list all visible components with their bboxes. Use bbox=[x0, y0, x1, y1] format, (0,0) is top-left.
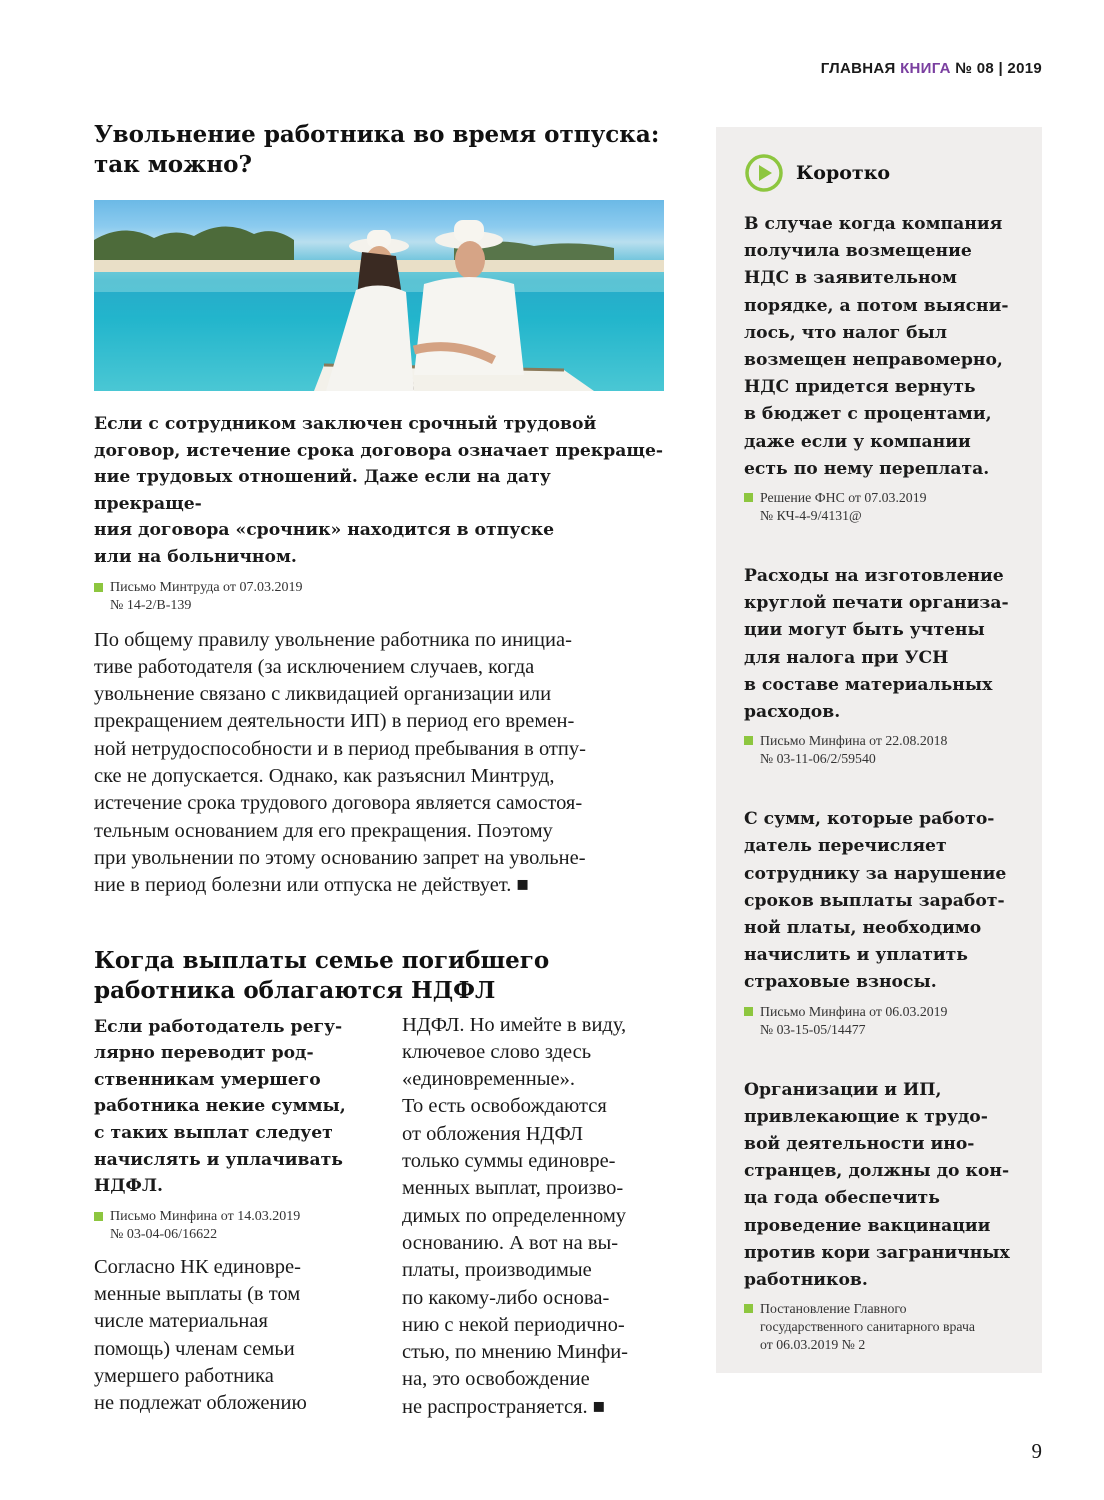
text-line: основанию. А вот на вы- bbox=[402, 1231, 619, 1254]
text-line: лярно переводит род- bbox=[94, 1043, 314, 1064]
article1-title: Увольнение работника во время отпуска: так можно? bbox=[94, 121, 660, 178]
text-line: менные выплаты (в том bbox=[94, 1282, 301, 1305]
source-line: Письмо Минфина от 14.03.2019 bbox=[110, 1208, 301, 1224]
text-line: страховые взносы. bbox=[744, 972, 937, 993]
sidebar-item-text bbox=[744, 806, 1014, 996]
text-line: по какому-либо основа- bbox=[402, 1286, 610, 1309]
text-line: В случае когда компания bbox=[744, 214, 1003, 234]
text-line: ной нетрудоспособности и в период пребывания в отпу- bbox=[94, 737, 586, 760]
text-line: проведение вакцинации bbox=[744, 1215, 991, 1236]
text-line: Если с сотрудником заключен срочный трудовой bbox=[94, 414, 597, 434]
text-line: в составе материальных bbox=[744, 674, 993, 695]
magazine-header bbox=[821, 60, 1042, 77]
article2-column-right bbox=[402, 1008, 664, 1421]
sidebar-item-text bbox=[744, 563, 1014, 726]
source-line: № 03-15-05/14477 bbox=[760, 1021, 866, 1037]
text-line: тиве работодателя (за исключением случаев, когда bbox=[94, 655, 535, 678]
sidebar-item-source bbox=[744, 489, 1014, 525]
text-line: Расходы на изготовление bbox=[744, 566, 1004, 587]
source-line: № 03-11-06/2/59540 bbox=[760, 751, 876, 767]
article2-source bbox=[94, 1208, 356, 1244]
article2-title bbox=[94, 946, 664, 1006]
text-line: По общему правилу увольнение работника по инициа- bbox=[94, 628, 572, 651]
text-line: умершего работника bbox=[94, 1364, 274, 1387]
text-line: нию с некой периодично- bbox=[402, 1313, 625, 1336]
source-line: Решение ФНС от 07.03.2019 bbox=[760, 490, 927, 506]
sidebar-item bbox=[744, 1077, 1014, 1355]
text-line: ца года обеспечить bbox=[744, 1188, 940, 1209]
article2-body-left bbox=[94, 1254, 356, 1418]
text-line: НДС в заявительном bbox=[744, 268, 957, 289]
article2 bbox=[94, 946, 664, 1421]
sidebar-title: Коротко bbox=[796, 162, 891, 184]
sidebar-briefly bbox=[716, 127, 1042, 1373]
text-line: увольнение связано с ликвидацией организации или bbox=[94, 683, 552, 706]
text-line: стью, по мнению Минфи- bbox=[402, 1341, 628, 1364]
text-line: НДФЛ. bbox=[94, 1176, 164, 1197]
text-line: ции могут быть учтены bbox=[744, 620, 985, 641]
text-line: ние трудовых отношений. Даже если на дату прекраще- bbox=[94, 467, 551, 514]
article1-photo-beach-couple bbox=[94, 200, 664, 391]
text-line: или на больничном. bbox=[94, 546, 297, 567]
article1-lead bbox=[94, 411, 664, 571]
text-line: димых по определенному bbox=[402, 1204, 627, 1227]
text-line: НДС придется вернуть bbox=[744, 377, 976, 398]
text-line: ключевое слово здесь bbox=[402, 1040, 592, 1063]
text-line: Организации и ИП, bbox=[744, 1079, 942, 1100]
play-circle-icon bbox=[744, 153, 784, 193]
article2-body-right bbox=[402, 1012, 664, 1421]
text-line: Если работодатель регу- bbox=[94, 1016, 343, 1037]
text-line: даже если у компании bbox=[744, 431, 971, 452]
text-line: круглой печати организа- bbox=[744, 593, 1009, 614]
text-line: С сумм, которые работо- bbox=[744, 809, 995, 830]
text-line: ске не допускается. Однако, как разъяснил Минтруд, bbox=[94, 765, 555, 788]
text-line: договор, истечение срока договора означает прекраще- bbox=[94, 440, 664, 461]
header-issue: № 08 | 2019 bbox=[955, 60, 1042, 77]
text-line: лось, что налог был bbox=[744, 322, 947, 343]
text-line: возмещен неправомерно, bbox=[744, 350, 1003, 371]
text-line: ния договора «срочник» находится в отпуске bbox=[94, 520, 555, 541]
source-line: № 14-2/В-139 bbox=[110, 597, 192, 613]
article2-lead bbox=[94, 1014, 356, 1200]
page-number: 9 bbox=[1031, 1439, 1042, 1463]
text-line: платы, производимые bbox=[402, 1259, 592, 1282]
article2-columns bbox=[94, 1008, 664, 1421]
sidebar-header bbox=[744, 153, 1014, 193]
text-line: вой деятельности ино- bbox=[744, 1134, 975, 1155]
source-line: от 06.03.2019 № 2 bbox=[760, 1337, 866, 1353]
text-line: истечение срока трудового договора является самостоя- bbox=[94, 792, 583, 815]
title-line: работника облагаются НДФЛ bbox=[94, 976, 496, 1004]
text-line: только суммы единовре- bbox=[402, 1150, 616, 1173]
text-line: ние в период болезни или отпуска не действует. ■ bbox=[94, 874, 529, 897]
sidebar-item-text bbox=[744, 211, 1014, 483]
text-line: расходов. bbox=[744, 702, 841, 723]
text-line: датель перечисляет bbox=[744, 836, 947, 857]
text-line: от обложения НДФЛ bbox=[402, 1122, 584, 1145]
text-line: Согласно НК единовре- bbox=[94, 1255, 301, 1278]
text-line: на, это освобождение bbox=[402, 1368, 590, 1391]
text-line: числе материальная bbox=[94, 1310, 268, 1333]
text-line: против кори заграничных bbox=[744, 1242, 1010, 1263]
text-line: ственникам умершего bbox=[94, 1069, 321, 1090]
text-line: получила возмещение bbox=[744, 241, 972, 262]
text-line: начислять и уплачивать bbox=[94, 1149, 343, 1170]
text-line: не подлежат обложению bbox=[94, 1392, 307, 1415]
sidebar-item bbox=[744, 211, 1014, 525]
text-line: помощь) членам семьи bbox=[94, 1337, 295, 1360]
text-line: привлекающие к трудо- bbox=[744, 1106, 988, 1127]
text-line: порядке, а потом выясни- bbox=[744, 295, 1009, 316]
text-line: То есть освобождаются bbox=[402, 1095, 607, 1118]
text-line: есть по нему переплата. bbox=[744, 458, 990, 479]
text-line: работника некие суммы, bbox=[94, 1096, 346, 1117]
text-line: при увольнении по этому основанию запрет на увольне- bbox=[94, 846, 586, 869]
text-line: ной платы, необходимо bbox=[744, 918, 982, 939]
source-line: государственного санитарного врача bbox=[760, 1319, 976, 1335]
sidebar-item-text bbox=[744, 1077, 1014, 1295]
source-line: Постановление Главного bbox=[760, 1301, 907, 1317]
article1-body bbox=[94, 627, 664, 900]
text-line: для налога при УСН bbox=[744, 647, 949, 668]
text-line: прекращением деятельности ИП) в период его времен- bbox=[94, 710, 575, 733]
header-brand-accent: КНИГА bbox=[900, 60, 951, 77]
text-line: с таких выплат следует bbox=[94, 1122, 333, 1143]
sidebar-item-source bbox=[744, 1003, 1014, 1039]
sidebar-item bbox=[744, 806, 1014, 1038]
main-column bbox=[94, 120, 664, 1421]
source-line: Письмо Минтруда от 07.03.2019 bbox=[110, 579, 303, 595]
source-line: № КЧ-4-9/4131@ bbox=[760, 508, 862, 524]
text-line: не распространяется. ■ bbox=[402, 1395, 606, 1418]
text-line: менных выплат, произво- bbox=[402, 1177, 624, 1200]
article1-source bbox=[94, 579, 664, 615]
source-line: № 03-04-06/16622 bbox=[110, 1226, 218, 1242]
source-line: Письмо Минфина от 22.08.2018 bbox=[760, 733, 948, 749]
text-line: работников. bbox=[744, 1270, 868, 1291]
text-line: сотруднику за нарушение bbox=[744, 863, 1007, 884]
text-line: начислить и уплатить bbox=[744, 945, 968, 966]
text-line: в бюджет с процентами, bbox=[744, 404, 992, 425]
text-line: НДФЛ. Но имейте в виду, bbox=[402, 1013, 627, 1036]
text-line: «единовременные». bbox=[402, 1068, 575, 1091]
title-line: Когда выплаты семье погибшего bbox=[94, 946, 550, 974]
sidebar-item-source bbox=[744, 1300, 1014, 1354]
header-brand-main: ГЛАВНАЯ bbox=[820, 60, 896, 77]
article2-column-left bbox=[94, 1008, 356, 1421]
sidebar-item bbox=[744, 563, 1014, 768]
text-line: странцев, должны до кон- bbox=[744, 1161, 1010, 1182]
text-line: сроков выплаты заработ- bbox=[744, 890, 1005, 911]
sidebar-item-source bbox=[744, 732, 1014, 768]
text-line: тельным основанием для его прекращения. Поэтому bbox=[94, 819, 553, 842]
source-line: Письмо Минфина от 06.03.2019 bbox=[760, 1003, 948, 1019]
